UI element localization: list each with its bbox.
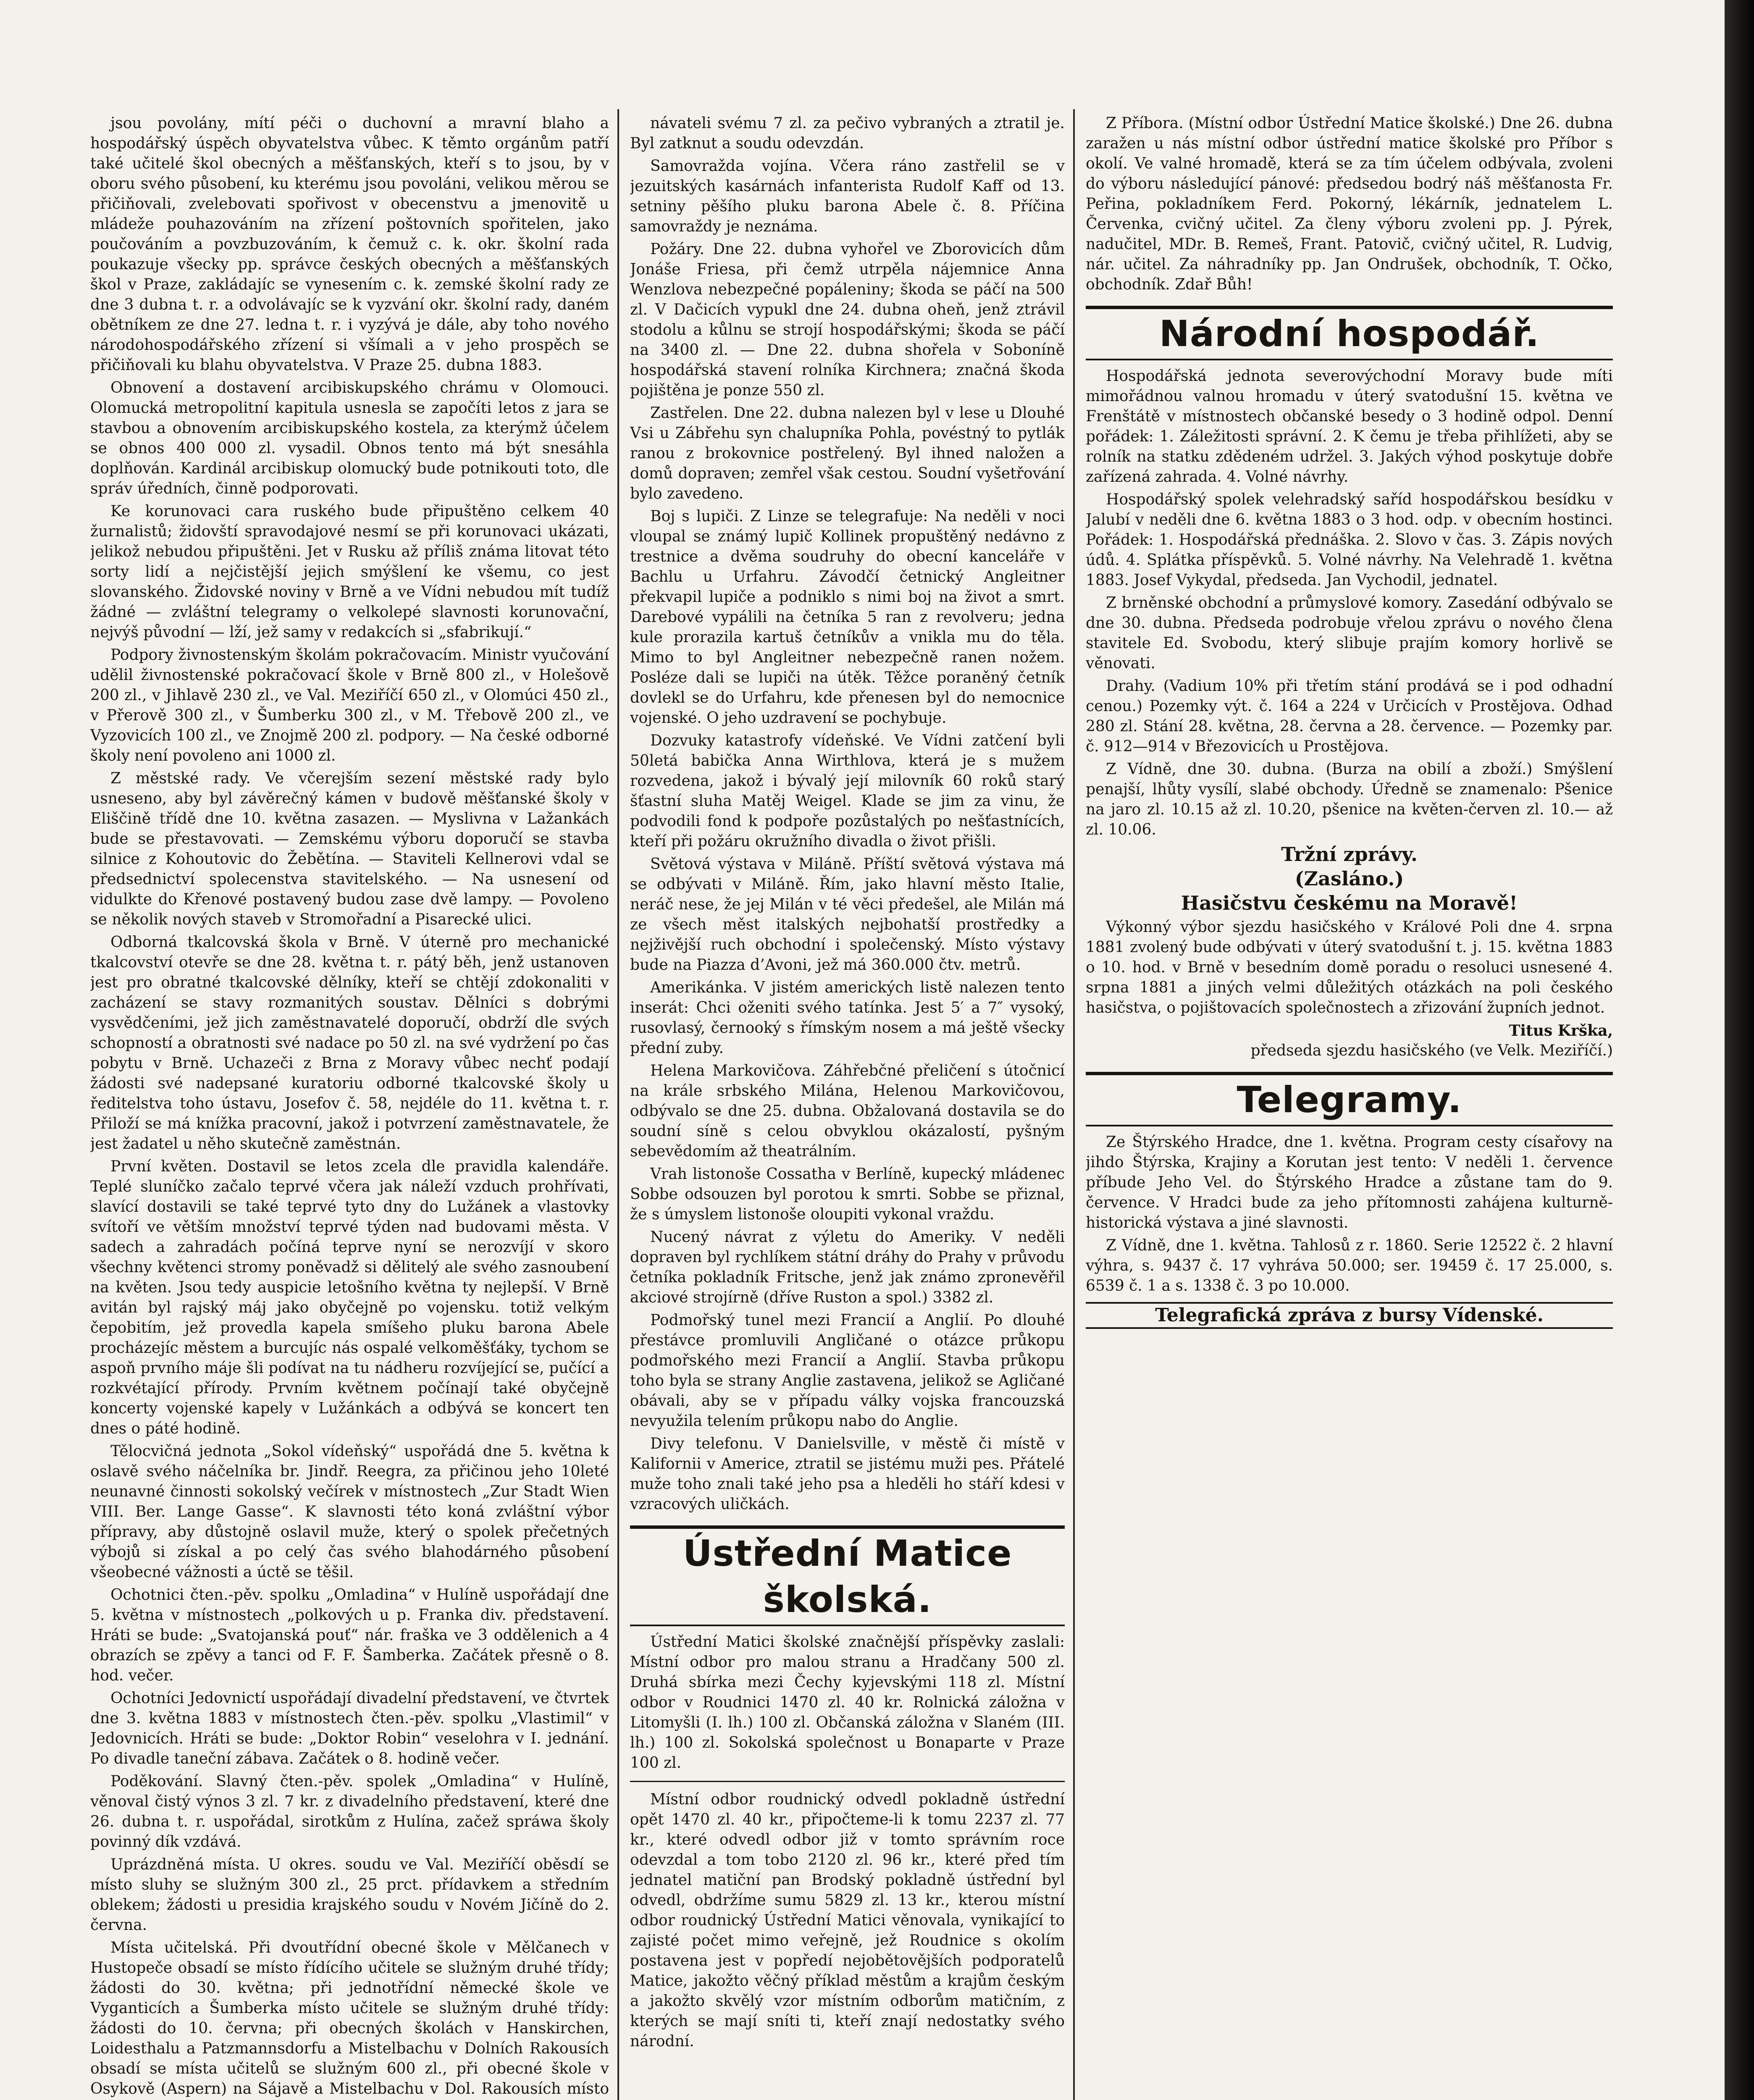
article-paragraph: Z Vídně, dne 1. května. Tahlosů z r. 1860. Serie 12522 č. 2 hlavní výhra, s. 9437 č. 17 vyhráva 50.000; ser. 19459 č. 17 25.000, s. 6539 č. 1 a s. 1338 č. 3 po 10.000. <box>1086 1237 1613 1294</box>
article-paragraph: Divy telefonu. V Danielsville, v městě či místě v Kalifornii v Americe, ztratil se jistému muži pes. Přátelé muže toho znali také jeho psa a hleděli ho stáří kdesi v vzracových uličkách. <box>630 1435 1065 1513</box>
article-paragraph: První květen. Dostavil se letos zcela dle pravidla kalendáře. Teplé sluníčko začalo teprvé včera jak náleží vzduch prohřívati, slavící dostavili se také teprvé tyto dny do Lužánek a vlastovky svítoří ve větším množství teprvé týden nad budovami města. V sadech a zahradách počíná teprve nyní se nerozvíjí v skoro všechny květenci stromy poněvadž si dělitelý ale svého zasnoubení na květen. Jsou tedy auspicie letošního května ty nejlepší. V Brně avitán byl rajský máj jako obyčejně po vojensku. totiž velkým čepobitím, jež provedla kapela smíšeho pluku barona Abele procházejíc městem a burcujíc nás ospalé velkoměšťáky, tychom se aspoň prvního máje šli podívat na tu nádheru rozvíjející se, pučící a rozkvétající přírody. Prvním květnem počínají také obyčejně koncerty vojenské kapely v Lužánkách a odbývá se koncert ten dnes o páté hodině. <box>90 1158 609 1437</box>
article-paragraph: Ochotníci Jedovnictí uspořádají divadelní představení, ve čtvrtek dne 3. května 1883 v místnostech čten.-pěv. spolku „Vlastimil“ v Jedovnicích. Hráti se bude: „Doktor Robin“ veselohra v I. jednání. Po divadle taneční zábava. Začátek o 8. hodině večer. <box>90 1690 609 1767</box>
article-paragraph: návateli svému 7 zl. za pečivo vybraných a ztratil je. Byl zatknut a soudu odevzdán. <box>630 115 1065 152</box>
article-paragraph: Ústřední Matici školské značnější příspěvky zaslali: Místní odbor pro malou stranu a Hradčany 500 zl. Druhá sbírka mezi Čechy kyjevskými 118 zl. Místní odbor v Roudnici 1470 zl. 40 kr. Rolnická záložna v Litomyšli (I. lh.) 100 zl. Občanská záložna v Slaném (III. lh.) 100 zl. Sokolská společnost u Bonaparte v Praze 100 zl. <box>630 1633 1065 1772</box>
signature-title: předseda sjezdu hasičského (ve Velk. Meziříčí.) <box>1250 1042 1613 1059</box>
bourse-heading: Telegrafická zpráva z bursy Vídenské. <box>1086 1302 1613 1329</box>
article-paragraph: Z Příbora. (Místní odbor Ústřední Matice školské.) Dne 26. dubna zaražen u nás místní odbor ústřední matice školské pro Příbor s okolí. Ve valné hromadě, která se za tím účelem odbývala, zvoleni do výboru následující pánové: předsedou bodrý náš měšťanosta Fr. Peřina, pokladníkem Ferd. Pokorný, lékárník, jednatelem L. Červenka, cvičný učitel. Za členy výboru zvoleni pp. J. Pýrek, nadučitel, MDr. B. Remeš, Frant. Patovič, cvičný učitel, R. Ludvig, nár. učitel. Za náhradníky pp. Jan Ondrušek, obchodník, T. Očko, obchodník. Zdař Bůh! <box>1086 115 1613 293</box>
article-paragraph: Výkonný výbor sjezdu hasičského v Králové Poli dne 4. srpna 1881 zvolený bude odbývati v úterý svatodušní t. j. 15. května 1883 o 10. hod. v Brně v besedním domě poradu o resoluci usnesené 4. srpna 1881 a jiných velmi důležitých otázkách na poli českého hasičstva, o pojištovacích společnostech a zřizování župních jednot. <box>1086 919 1613 1016</box>
article-paragraph: Hospodářský spolek velehradský saříd hospodářskou besídku v Jalubí v neděli dne 6. května 1883 o 3 hod. odp. v obecním hostinci. Pořádek: 1. Hospodářská přednáška. 2. Slovo v čas. 3. Zápis nových údů. 4. Splátka příspěvků. 5. Volné návrhy. Na Velehradě 1. května 1883. Josef Vykydal, předseda. Jan Vychodil, jednatel. <box>1086 491 1613 589</box>
divider <box>630 1781 1065 1782</box>
page-edge-shadow <box>1725 0 1754 2100</box>
article-paragraph: Helena Markovičova. Záhřebčné přeličení s útočnicí na krále srbského Milána, Helenou Markovičovou, odbývalo se dne 25. dubna. Obžalovaná dostavila se do soudní síně s celou obvyklou okázalostí, pyšným sebevědomím až theatrálním. <box>630 1062 1065 1160</box>
article-paragraph: Samovražda vojína. Včera ráno zastřelil se v jezuitských kasárnách infanterista Rudolf Kaff od 13. setniny pěšího pluku barona Abele č. 8. Příčina samovraždy je neznáma. <box>630 158 1065 235</box>
column-middle <box>630 113 1065 2100</box>
article-paragraph: Podpory živnostenským školám pokračovacím. Ministr vyučování udělil živnostenské pokračovací škole v Brně 800 zl., v Holešově 200 zl., v Jihlavě 230 zl., ve Val. Meziříčí 650 zl., v Olomúci 450 zl., v Přerově 300 zl., v Šumberku 300 zl., v M. Třebově 200 zl., ve Vyzovicích 100 zl., ve Znojmě 200 zl. podpory. — Na české odborné školy není povoleno ani 1000 zl. <box>90 646 609 764</box>
article-paragraph: Drahy. (Vadium 10% při třetím stání prodává se i pod odhadní cenou.) Pozemky výt. č. 164 a 224 v Určicích v Prostějova. Odhad 280 zl. Stání 28. května, 28. června a 28. července. — Pozemky par. č. 912—914 v Březovicích u Prostějova. <box>1086 677 1613 755</box>
article-paragraph: Požáry. Dne 22. dubna vyhořel ve Zborovicích dům Jonáše Friesa, při čemž utrpěla nájemnice Anna Wenzlova nebezpečné popáleniny; škoda se páčí na 500 zl. V Dačicích vypukl dne 24. dubna oheň, jenž ztrávil stodolu a kůlnu se strojí hospodářskými; škoda se páčí na 3400 zl. — Dne 22. dubna shořela v Soboníně hospodářská stavení rolníka Kirchnera; značná škoda pojištěna je ponze 550 zl. <box>630 241 1065 399</box>
article-paragraph: Ze Štýrského Hradce, dne 1. května. Program cesty císařovy na jihdo Štýrska, Krajiny a Korutan jest tento: V neděli 1. července příbude Jeho Vel. do Štýrského Hradce a zůstane tam do 9. července. V Hradci bude za jeho přítomnosti zahájena kulturně-historická výstava a jiné slavnosti. <box>1086 1134 1613 1231</box>
column-rule <box>1073 109 1075 2100</box>
article-paragraph: Uprázdněná místa. U okres. soudu ve Val. Meziříčí oběsdí se místo sluhy se služným 300 zl., 25 prct. přídavkem a středním oblekem; žádosti u presidia krajského soudu v Novém Jičíně do 2. června. <box>90 1856 609 1934</box>
article-paragraph: Světová výstava v Miláně. Příští světová výstava má se odbývati v Miláně. Řím, jako hlavní město Italie, neráč nese, že jej Milán v té věci předešel, ale Milán má ze všech měst italských nejbohatší prostředky a nejživější ruch obchodní i společenský. Místo výstavy bude na Piazza d’Avoni, jež má 360.000 čtv. metrů. <box>630 856 1065 974</box>
notice-heading: Hasičstvu českému na Moravě! <box>1181 892 1518 914</box>
article-paragraph: Z městské rady. Ve včerejším sezení městské rady bylo usneseno, aby byl závěrečný kámen v budově měšťanské školy v Eliščině třídě dne 10. května zasazen. — Myslivna v Lažankách bude se přestavovati. — Zemskému výboru doporučí se stavba silnice z Kohoutovic do Žebětína. — Staviteli Kellnerovi vdal se předsednictví spolecenstva stavitelského. — Na usnesení od vidulkte do Křenové postavený budou zase dvě lampy. — Povoleno se několik nových staveb v Stromořadní a Pisarecké ulici. <box>90 770 609 928</box>
article-paragraph: Z Vídně, dne 30. dubna. (Burza na obilí a zboží.) Smýšlení penajší, lhůty vysílí, slabé obchody. Úředně se znamenalo: Pšenice na jaro zl. 10.15 až zl. 10.20, pšenice na květen-červen zl. 10.— až zl. 10.06. <box>1086 761 1613 838</box>
notice-label: (Zasláno.) <box>1294 867 1404 890</box>
article-paragraph: Boj s lupiči. Z Linze se telegrafuje: Na neděli v noci vloupal se známý lupič Kollinek propuštěný nedávno z trestnice a dvěma soudruhy do obecní kanceláře v Bachlu u Urfahru. Závodčí četnický Angleitner překvapil lupiče a podniklo s nimi boj na život a smrt. Darebové vypálili na četníka 5 ran z revolveru; jedna kule prorazila kartuš četníkův a vnikla mu do těla. Mimo to byl Angleitner nebezpečně ranen nožem. Posléze dali se lupiči na útěk. Těžce poraněný četník dovlekl se do Urfahru, kde přenesen byl do nemocnice vojenské. O jeho uzdravení se pochybuje. <box>630 508 1065 727</box>
column-right <box>1086 113 1613 2100</box>
article-paragraph: Poděkování. Slavný čten.-pěv. spolek „Omladina“ v Hulíně, věnoval čistý výnos 3 zl. 7 kr. z divadelního představení, které dne 26. dubna t. r. uspořádal, sirotkům z Hulína, začež spráwa školy povinný dík vzdává. <box>90 1773 609 1851</box>
article-paragraph: Odborná tkalcovská škola v Brně. V úterně pro mechanické tkalcovství otevře se dne 28. května t. r. pátý běh, jenž ustanoven jest pro obratné tkalcovské dělníky, kteří se chtějí zdokonaliti v zacházení se stavy rozmanitých soustav. Dělníci s dobrými vysvědčeními, jež jich zaměstnavatelé doporučí, obdrží dle svých schopností a obratnosti své nadace po 50 zl. na své vydržení po čas pobytu v Brně. Uchazeči z Brna z Moravy vůbec nechť podají žádosti své nadepsané kuratoriu odborné tkalcovské školy u ředitelstva toho ústavu, Josefov č. 58, nejdéle do 11. května t. r. Přiloží se má knížka pracovní, jakož i potvrzení zaměstnavatele, že jest žadatel u něho skutečně zaměstnán. <box>90 934 609 1152</box>
article-paragraph: jsou povolány, mítí péči o duchovní a mravní blaho a hospodářský úspěch obyvatelstva vůbec. K těmto orgánům patří také učitelé škol obecných a měšťanských, kteří s to jsou, by v oboru svého působení, ku kterému jsou povoláni, velikou měrou se přičiňovali, zvelebovati spořivost v obecenstvu a jmenovitě u mládeže pouhazováním na zřízení poštovních spořitelen, jako poučováním a povzbuzováním, k čemuž c. k. okr. školní rada poukazuje všecky pp. správce českých obecných a měšťanských škol v Praze, zakládajíc se vynesením c. k. zemské školní rady ze dne 3 dubna t. r. a odvolávajíc se k vyzvání okr. školní rady, daném obětníkem ze dne 27. ledna t. r. i vyzývá je dále, aby toho nového národohospodářského zřízení si všímali a v jeho prospěch se přičiňovali ku blahu obyvatelstva. V Praze 25. dubna 1883. <box>90 115 609 374</box>
article-paragraph: Obnovení a dostavení arcibiskupského chrámu v Olomouci. Olomucká metropolitní kapitula usnesla se započíti letos z jara se stavbou a obnovením arcibiskupského kostela, za kterýmž účelem se obnos 400 000 zl. vysadil. Obnos tento má být snesáhla doplňován. Kardinál arcibiskup olomucký bude potnikouti toto, dle správ úředních, činně podporovati. <box>90 379 609 497</box>
article-paragraph: Nucený návrat z výletu do Ameriky. V neděli dopraven byl rychlíkem státní dráhy do Prahy v průvodu četníka pokladník Fritsche, jenž jak známo zpronevěřil akciové strojírně (dříve Ruston a spol.) 3382 zl. <box>630 1228 1065 1306</box>
article-paragraph: Ke korunovaci cara ruského bude připuštěno celkem 40 žurnalistů; židovští spravodajové nesmí se při korunovaci ukázati, jelikož nebudou připuštěni. Jet v Rusku až příliš známa litovat této sorty lidí a nejčistější jejich smýšlení ke všemu, co jest slovanského. Židovské noviny v Brně a ve Vídni nebudou mít tudíž žádné — zvláštní telegramy o velkolepé slavnosti korunovační, nejvýš původní — lží, jež samy v redakcích si „sfabrikují.“ <box>90 503 609 641</box>
section-heading: Národní hospodář. <box>1086 306 1613 360</box>
article-paragraph: Z brněnské obchodní a průmyslové komory. Zasedání odbývalo se dne 30. dubna. Předseda podrobuje vřelou zprávu o nového člena stavitele Ed. Svobodu, který slibuje prajím komory horlivě se věnovati. <box>1086 594 1613 672</box>
article-paragraph: Vrah listonoše Cossatha v Berlíně, kupecký mládenec Sobbe odsouzen byl porotou k smrti. Sobbe se přiznal, že s úmyslem listonoše oloupiti vykonal vraždu. <box>630 1166 1065 1223</box>
column-rule <box>617 109 619 2100</box>
article-paragraph: Ochotnici čten.-pěv. spolku „Omladina“ v Hulíně uspořádají dne 5. května v místnostech „polkových u p. Franka div. představení. Hráti se bude: „Svatojanská pouť“ nár. fraška ve 3 oddělenich a 4 obrazích se zpěvy a tanci od F. F. Šamberka. Začátek přesně o 8. hod. večer. <box>90 1586 609 1684</box>
article-paragraph: Podmořský tunel mezi Francií a Anglií. Po dlouhé přestávce promluvili Angličané o otázce průkopu podmořského mezi Francií a Anglií. Stavba průkopu toho byla se strany Anglie zastavena, jelikož se Agličané obávali, aby se v případu války vojska francouzská nevyužila telením průkopu nabo do Anglie. <box>630 1312 1065 1430</box>
section-heading: Ústřední Matice školská. <box>630 1525 1065 1626</box>
column-left <box>90 113 609 2100</box>
article-paragraph: Místní odbor roudnický odvedl pokladně ústřední opět 1470 zl. 40 kr., připočteme-li k tomu 2237 zl. 77 kr., které odvedl odbor již v tomto správním roce odevzdal a tom tobo 2120 zl. 96 kr., které před tím jednatel matiční pan Brodský pokladně ústřední byl odvedl, obdržíme sumu 5829 zl. 13 kr., kterou místní odbor roudnický Ústřední Matici věnovala, vynikající to zajisté počet mimo veřejně, jež Roudnice s okolím postavena jest v popředí nejobětovějších podporatelů Matice, jakožto věčný příklad městům a krajům českým a jakožto skvělý vzor místním odborům matičním, z kterých se mají sníti ti, kteří znají nedostatky svého národní. <box>630 1791 1065 2050</box>
article-paragraph: Tělocvičná jednota „Sokol vídeňský“ uspořádá dne 5. května k oslavě svého náčelníka br. Jindř. Reegra, za přičinou jeho 10leté neunavné činnosti sokolský večírek v místnostech „Zur Stadt Wien VIII. Ber. Lange Gasse“. K slavnosti této koná zvláštní výbor přípravy, aby důstojně oslavil muže, který o spolek přečetných výbojů si získal a po celý čas svého blahodárného působení všeobecné vážnosti a úctě se těšil. <box>90 1443 609 1581</box>
article-paragraph: Zastřelen. Dne 22. dubna nalezen byl v lese u Dlouhé Vsi u Zábřehu syn chalupníka Pohla, povéstný to pytlák ranou z brokovnice postřelený. Byl ihned naložen a domů dopraven; zemřel však cestou. Soudní vyšetřování bylo zavedeno. <box>630 404 1065 502</box>
article-paragraph: Místa učitelská. Při dvoutřídní obecné škole v Mělčanech v Hustopeče obsadí se místo řídícího učitele se služným druhé třídy; žádosti do 30. května; při jednotřídní německé škole ve Vyganticích a Šumberka místo učitele se služným druhé třídy: žádosti do 10. června; při obecných školách v Hanskirchen, Loidesthalu a Patzmannsdorfu a Mistelbachu v Dolních Rakousích obsadí se místa učitelů se služným 600 zl., při obecné škole v Osykově (Aspern) na Sájavě a Mistelbachu v Dol. Rakousích místo <box>90 1939 609 2097</box>
article-paragraph: Hospodářská jednota severovýchodní Moravy bude míti mimořádnou valnou hromadu v úterý svatodušní 15. května ve Frenštátě v místnostech občanské besedy o 3 hodině odpol. Denní pořádek: 1. Záležitosti správní. 2. K čemu je třeba přihlížeti, aby se rolník na statku zdědeném udržel. 3. Jakých výhod poskytuje dobře zařízená zahrada. 4. Volné návrhy. <box>1086 368 1613 486</box>
signature: Titus Krška, <box>1509 1022 1613 1040</box>
article-paragraph: Amerikánka. V jistém amerických listě nalezen tento inserát: Chci oženiti svého tatínka. Jest 5′ a 7″ vysoký, rusovlasý, černooký s římským nosem a má ještě všecky přední zuby. <box>630 979 1065 1057</box>
market-heading: Tržní zprávy. <box>1281 843 1418 866</box>
article-paragraph: Dozvuky katastrofy vídeňské. Ve Vídni zatčení byli 50letá babička Anna Wirthlova, která je s mužem rozvedena, jakož i bývalý její milovník 60 roků starý šťastní sluha Matěj Weigel. Klade se jim za vinu, že podvodili fond k podpoře pozůstalých po nešťastnících, kteří při požáru okružního divadla o život přišli. <box>630 732 1065 850</box>
section-heading: Telegramy. <box>1086 1072 1613 1126</box>
